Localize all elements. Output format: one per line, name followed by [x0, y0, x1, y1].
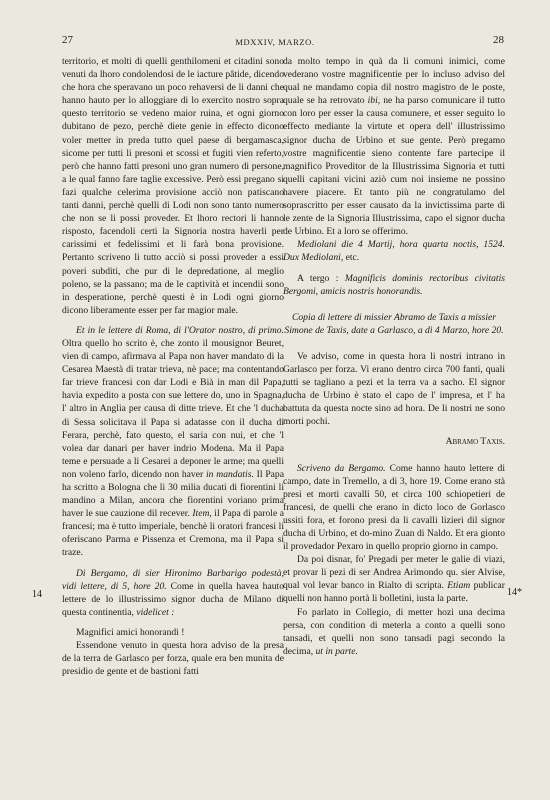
bergamo-letter-heading: Di Bergamo, di sier Hironimo Barbarigo podestà, vidi lettere, di 5, hore 20.	[62, 567, 284, 592]
dateline: Mediolani die 4 Martij, hora quarta noctis, 1524. Dux Mediolani, etc.	[283, 239, 505, 264]
margin-number-left: 14	[32, 589, 42, 600]
right-page-number: 28	[493, 34, 504, 46]
right-paragraph-4: Da poi disnar, fo' Pregadi per meter le galie di viazi, et provar li pezi di ser Andrea Arimondo qu. sier Alvise, qual vol levar banco in Rialto di scripta. Etiam publicar quelli non hanno portà li bolletini, iusta la parte.	[283, 554, 506, 605]
left-column	[62, 55, 284, 678]
rome-letter-heading: Et in le lettere di Roma, di l'Orator nostro, di primo.	[76, 324, 284, 336]
running-header: MDXXIV, MARZO.	[235, 37, 315, 47]
copy-heading: Copia di lettere di missier Abramo de Taxis a missier Simone de Taxis, date a Garlasco, a dì 4 Marzo, hore 20.	[284, 311, 504, 336]
right-column	[283, 55, 505, 658]
right-paragraph-1: da molto tempo in quà da li comuni inimici, come vederano vostre magnificentie per lo incluso adviso del qual ne mandamo copia dil nostro magistro de le poste, quale se ha retrovato ibi, ne ha parso comunicare il tutto con loro per esser la causa comunere, et esser seguito lo effecto mediante la virtute et opera dell' illustrissimo signor ducha de Urbino et sue gente. Però pregamo vostre magnificentie sieno contente fare partecipe il magnifico Proveditor de la Illustrissima Signoria et tutti quelli capitani vicini aziò cum noi insieme ne possino havere piacere. Et tanto più ne congratulamo del soprascritto per esser causato da la invictissima parte di le zente de la Signoria Illustrissima, capo el signor ducha de Urbino. Et a loro se offerimo.	[283, 56, 506, 238]
left-paragraph-4: Essendone venuto in questa hora adviso de la presa de la terra de Garlasco per forza, quale era ben munita de presidio de gente et de bastioni fatti	[62, 640, 284, 678]
address-line: A tergo : Magnificis dominis rectoribus civitatis Bergomi, amicis nostris honorandis.	[283, 272, 505, 297]
right-paragraph-3: Scriveno da Bergamo. Come hanno hauto lettere di campo, date in Tremello, a dì 3, hore 19. Come erano stà presi et morti cavalli 50, et circa 100 schiopetieri de francesi, de quelli che erano in dicto loco de Gorlasco ussiti fora, et forono presi da li cavalli lizieri dil signor ducha di Urbino, et do-mino Zuan di Naldo. Et era gionto il provedador Pexaro in quello proprio giorno in campo.	[283, 462, 505, 553]
right-paragraph-2: Ve adviso, come in questa hora li nostri intrano in Garlasco per forza. Vi erano dentro circa 700 fanti, quali tutti se tagliano a pezi et la terra va a sacho. El signor ducha de Urbino è stato el capo de l' impresa, et l' ha battuta da questa nocte sino ad hora. De li nostri ne sono morti pochi.	[283, 350, 505, 428]
left-page-number: 27	[62, 34, 73, 46]
left-paragraph-3: Di Bergamo, di sier Hironimo Barbarigo podestà, vidi lettere, di 5, hore 20. Come in quella havea hauto lettere de lo illustrissimo signor ducha de Milano di questa continentia, videlicet :	[62, 567, 284, 618]
left-paragraph-1: territorio, et molti di quelli genthilomeni et citadini sono venuti da lhoro condolendosi de le iacture pâtide, dicendo che hora che speravano un poco rehaversi de li danni che hanno hauto per lo alloggiare di lo exercito nostro sopra questo territorio se vedeno maior ruina, et ogni giorno dubitano de pezo, perchè diete genie in effecto dicono voler metter in preda tutto quel paese di bergamasca, sicome per tutti li presoni et scossi et fugiti vien referto, però che hanno fatti presoni uno gran numero di persone, a le qual fanno fare taglie excessive. Però essi pregano si fazi qualche celerima provisione acciò non patiscano tanti danni, perchè quelli di Lodi non sono tanto numero che non se li possi proveder. Et lhoro rectori li hanno risposto, facendoli certi la Signoria nostra haverli per carissimi et fedelissimi et li farà bona provisione. Pertanto scriveno li tutto acciò si possi proveder a essi poveri subditi, che pur di le depredatione, al meglio poleno, se la passano; ma de le captività et incendii sono in desperatione, perchè questi è in Lodi ogni giorno dicono liberamente esser per far magior male.	[62, 56, 284, 316]
signature: Abramo Taxis.	[445, 436, 505, 448]
left-paragraph-2: Et in le lettere di Roma, di l'Orator nostro, di primo. Oltra quello ho scrito è, che zonto il mousignor Beuret, vien di campo, afirmava al Papa non haver mandato di la Cesarea Maestà di tratar trieva, nè pace; ma contentando far trieve francesi con dar Lodi e Bià in man dil Papa, havia expedito a posta con sue lettere do, uno in Spagna, l' altro in Anglia per causa di ditte trieve. Et che 'l ducha di Sessa solicitava il Papa si adatasse con il ducha di Ferara, perchè, fato questo, el saria con nui, et che 'l volea dar danari per haver indrio Modena. Ma il Papa teme e persuade a li Cesarei a deponer le arme; ma quelli non voleno farlo, dicendo non haver in mandatis. Il Papa ha scritto a Bologna che li 30 milia ducati di fiorentini li mandino a Milan, ancora che fiorentini voriano prima haver le sue cauzione dil recever. Item, il Papa di parole a francesi; ma è tutto imperiale, benchè li oratori francesi li oferiscano Parma e Pissenza et Cremona, ma il Papa si traze.	[62, 324, 284, 559]
salutation: Magnifici amici honorandi !	[76, 626, 185, 638]
right-paragraph-5: Fo parlato in Collegio, di metter hozi una decima persa, con condition di meterla a conto a quelli sono tansadi, et quelli non sono tansadi pagi secondo la decima, ut in parte.	[283, 606, 505, 657]
margin-number-right: 14*	[507, 587, 522, 598]
